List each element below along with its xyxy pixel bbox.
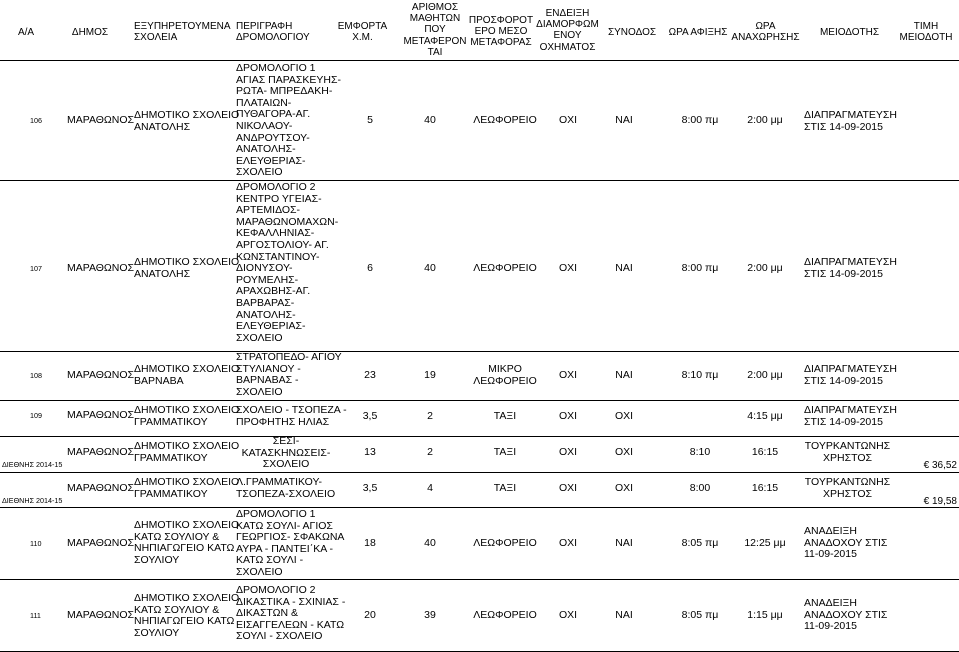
table-row-synodos: ΟΧΙ — [614, 410, 634, 422]
table-row-perigrafi: ΔΡΟΜΟΛΟΓΙΟ 1 ΑΓΙΑΣ ΠΑΡΑΣΚΕΥΗΣ- ΡΩΤΑ- ΜΠΡΕΔΑΚΗ- ΠΛΑΤΑΙΩΝ- ΠΥΘΑΓΟΡΑ-ΑΓ. ΝΙΚΟΛΑΟΥ- ΑΝΔΡΟΥΤΣΟΥ- ΑΝΑΤΟΛΗΣ- ΕΛΕΥΘΕΡΙΑΣ- ΣΧΟΛΕΙΟ — [236, 62, 341, 179]
table-row-aa: ΔΙΕΘΝΗΣ 2014-15 — [2, 460, 63, 469]
table-row-meso: ΛΕΩΦΟΡΕΙΟ — [473, 537, 537, 549]
table-row-methodos: ΑΝΑΔΕΙΞΗ ΑΝΑΔΟΧΟΥ ΣΤΙΣ 11-09-2015 — [804, 597, 888, 633]
table-row-meso: ΤΑΞΙ — [493, 482, 517, 494]
table-row-meso: ΜΙΚΡΟ ΛΕΩΦΟΡΕΙΟ — [473, 363, 537, 387]
table-row-aa: 108 — [30, 371, 42, 380]
table-row-sxoleio: ΔΗΜΟΤΙΚΟ ΣΧΟΛΕΙΟ ΚΑΤΩ ΣΟΥΛΙΟΥ & ΝΗΠΙΑΓΩΓΕΙΟ ΚΑΤΩ ΣΟΥΛΙΟΥ — [134, 519, 240, 566]
table-row-endeixi: ΟΧΙ — [558, 369, 578, 381]
table-row-aa: 109 — [30, 411, 42, 420]
table-row-anaxorisi: 16:15 — [751, 482, 779, 494]
table-row-endeixi: ΟΧΙ — [558, 114, 578, 126]
table-row-anaxorisi: 2:00 μμ — [747, 114, 783, 126]
row-separator — [0, 472, 959, 473]
table-row-synodos: ΝΑΙ — [615, 609, 633, 621]
table-row-km: 5 — [367, 114, 373, 126]
header-emforta: ΕΜΦΟΡΤΑ Χ.Μ. — [337, 21, 388, 44]
table-row-synodos: ΟΧΙ — [614, 446, 634, 458]
row-separator — [0, 60, 959, 61]
table-row-aa: ΔΙΕΘΝΗΣ 2014-15 — [2, 496, 63, 505]
table-row-anaxorisi: 12:25 μμ — [744, 537, 786, 549]
table-row-dimos: ΜΑΡΑΘΩΝΟΣ — [67, 609, 135, 621]
table-row-synodos: ΝΑΙ — [615, 369, 633, 381]
table-row-sxoleio: ΔΗΜΟΤΙΚΟ ΣΧΟΛΕΙΟ ΚΑΤΩ ΣΟΥΛΙΟΥ & ΝΗΠΙΑΓΩΓΕΙΟ ΚΑΤΩ ΣΟΥΛΙΟΥ — [134, 592, 240, 639]
row-separator — [0, 436, 959, 437]
header-dimos: ΔΗΜΟΣ — [71, 27, 109, 38]
table-row-mathites: 40 — [424, 262, 436, 274]
table-row-meso: ΛΕΩΦΟΡΕΙΟ — [473, 114, 537, 126]
table-row-timi: € 19,58 — [923, 496, 957, 507]
header-endeixi: ΕΝΔΕΙΞΗ ΔΙΑΜΟΡΦΩΜ ΕΝΟΥ ΟΧΗΜΑΤΟΣ — [536, 8, 599, 53]
header-sxoleia: ΕΞΥΠΗΡΕΤΟΥΜΕΝΑ ΣΧΟΛΕΙΑ — [134, 21, 231, 44]
table-row-dimos: ΜΑΡΑΘΩΝΟΣ — [67, 446, 135, 458]
table-row-timi: € 36,52 — [923, 460, 957, 471]
table-row-perigrafi: ΔΡΟΜΟΛΟΓΙΟ 1 ΚΑΤΩ ΣΟΥΛΙ- ΑΓΙΟΣ ΓΕΩΡΓΙΟΣ- ΣΦΑΚΩΝΑ ΑΥΡΑ - ΠΑΝΤΕΙ΄ΚΑ - ΚΑΤΩ ΣΟΥΛΙ - ΣΧΟΛΕΙΟ — [236, 508, 345, 578]
table-row-endeixi: ΟΧΙ — [558, 262, 578, 274]
table-row-sxoleio: ΔΗΜΟΤΙΚΟ ΣΧΟΛΕΙΟ ΓΡΑΜΜΑΤΙΚΟΥ — [134, 440, 240, 464]
header-synodos: ΣΥΝΟΔΟΣ — [607, 27, 657, 38]
table-row-mathites: 2 — [427, 410, 433, 422]
table-row-synodos: ΝΑΙ — [615, 262, 633, 274]
row-separator — [0, 507, 959, 508]
table-row-dimos: ΜΑΡΑΘΩΝΟΣ — [67, 409, 135, 421]
table-row-afixi: 8:00 πμ — [681, 262, 719, 274]
table-row-meso: ΛΕΩΦΟΡΕΙΟ — [473, 262, 537, 274]
table-row-perigrafi: ΔΡΟΜΟΛΟΓΙΟ 2 ΔΙΚΑΣΤΙΚΑ - ΣΧΙΝΙΑΣ - ΔΙΚΑΣΤΩΝ & ΕΙΣΑΓΓΕΛΕΩΝ - ΚΑΤΩ ΣΟΥΛΙ - ΣΧΟΛΕΙΟ — [236, 584, 346, 643]
table-row-mathites: 19 — [424, 369, 436, 381]
table-row-aa: 110 — [30, 539, 42, 548]
table-row-dimos: ΜΑΡΑΘΩΝΟΣ — [67, 482, 135, 494]
table-row-afixi: 8:05 πμ — [681, 537, 719, 549]
table-row-dimos: ΜΑΡΑΘΩΝΟΣ — [67, 114, 135, 126]
table-row-anaxorisi: 1:15 μμ — [747, 609, 783, 621]
table-row-synodos: ΝΑΙ — [615, 114, 633, 126]
header-aa: Α/Α — [17, 27, 35, 38]
table-row-afixi: 8:00 πμ — [681, 114, 719, 126]
table-row-km: 18 — [364, 537, 376, 549]
header-ora-anaxorisis: ΩΡΑ ΑΝΑΧΩΡΗΣΗΣ — [731, 21, 800, 44]
table-row-km: 23 — [364, 369, 376, 381]
header-arithmos: ΑΡΙΘΜΟΣ ΜΑΘΗΤΩΝ ΠΟΥ ΜΕΤΑΦΕΡΟΝ ΤΑΙ — [403, 2, 467, 58]
table-row-sxoleio: ΔΗΜΟΤΙΚΟ ΣΧΟΛΕΙΟ ΑΝΑΤΟΛΗΣ — [134, 256, 240, 280]
table-row-sxoleio: ΔΗΜΟΤΙΚΟ ΣΧΟΛΕΙΟ ΓΡΑΜΜΑΤΙΚΟΥ — [134, 404, 240, 428]
table-row-sxoleio: ΔΗΜΟΤΙΚΟ ΣΧΟΛΕΙΟ ΒΑΡΝΑΒΑ — [134, 363, 240, 387]
table-row-perigrafi: ΔΡΟΜΟΛΟΓΙΟ 2 ΚΕΝΤΡΟ ΥΓΕΙΑΣ- ΑΡΤΕΜΙΔΟΣ- ΜΑΡΑΘΩΝΟΜΑΧΩΝ- ΚΕΦΑΛΛΗΝΙΑΣ- ΑΡΓΟΣΤΟΛΙΟΥ- ΑΓ. ΚΩΝΣΤΑΝΤΙΝΟΥ- ΔΙΟΝΥΣΟΥ- ΡΟΥΜΕΛΗΣ- ΑΡΑΧΩΒΗΣ-ΑΓ. ΒΑΡΒΑΡΑΣ- ΑΝΑΤΟΛΗΣ- ΕΛΕΥΘΕΡΙΑΣ- ΣΧΟΛΕΙΟ — [236, 181, 339, 344]
table-row-methodos: ΔΙΑΠΡΑΓΜΑΤΕΥΣΗ ΣΤΙΣ 14-09-2015 — [804, 256, 897, 280]
row-separator — [0, 579, 959, 580]
table-row-methodos: ΔΙΑΠΡΑΓΜΑΤΕΥΣΗ ΣΤΙΣ 14-09-2015 — [804, 404, 897, 428]
table-row-afixi: 8:10 — [689, 446, 711, 458]
row-separator — [0, 351, 959, 352]
table-row-km: 13 — [364, 446, 376, 458]
table-row-endeixi: ΟΧΙ — [558, 609, 578, 621]
table-row-perigrafi: Λ.ΓΡΑΜΜΑΤΙΚΟΥ- ΤΣΟΠΕΖΑ-ΣΧΟΛΕΙΟ — [236, 476, 336, 500]
table-row-afixi: 8:10 πμ — [681, 369, 719, 381]
table-row-dimos: ΜΑΡΑΘΩΝΟΣ — [67, 537, 135, 549]
table-row-aa: 107 — [30, 264, 42, 273]
table-row-anaxorisi: 2:00 μμ — [747, 262, 783, 274]
table-row-mathites: 4 — [427, 482, 433, 494]
table-row-km: 3,5 — [362, 410, 378, 422]
table-row-dimos: ΜΑΡΑΘΩΝΟΣ — [67, 369, 135, 381]
table-row-afixi: 8:05 πμ — [681, 609, 719, 621]
table-row-endeixi: ΟΧΙ — [558, 537, 578, 549]
table-row-mathites: 40 — [424, 114, 436, 126]
table-row-aa: 106 — [30, 116, 42, 125]
table-row-perigrafi: ΣΧΟΛΕΙΟ - ΤΣΟΠΕΖΑ - ΠΡΟΦΗΤΗΣ ΗΛΙΑΣ — [236, 404, 347, 428]
table-row-meso: ΤΑΞΙ — [493, 446, 517, 458]
table-row-meso: ΛΕΩΦΟΡΕΙΟ — [473, 609, 537, 621]
row-separator — [0, 180, 959, 181]
table-row-sxoleio: ΔΗΜΟΤΙΚΟ ΣΧΟΛΕΙΟ ΓΡΑΜΜΑΤΙΚΟΥ — [134, 476, 240, 500]
header-methodos: ΜΕΙΟΔΟΤΗΣ — [819, 27, 880, 38]
table-row-endeixi: ΟΧΙ — [558, 446, 578, 458]
table-row-sxoleio: ΔΗΜΟΤΙΚΟ ΣΧΟΛΕΙΟ ΑΝΑΤΟΛΗΣ — [134, 109, 240, 133]
table-row-methodos: ΔΙΑΠΡΑΓΜΑΤΕΥΣΗ ΣΤΙΣ 14-09-2015 — [804, 363, 897, 387]
table-row-meso: ΤΑΞΙ — [493, 410, 517, 422]
table-row-methodos: ΔΙΑΠΡΑΓΜΑΤΕΥΣΗ ΣΤΙΣ 14-09-2015 — [804, 109, 897, 133]
table-row-afixi: 8:00 — [689, 482, 711, 494]
header-ora-afixis: ΩΡΑ ΑΦΙΞΗΣ — [668, 27, 728, 38]
table-row-km: 20 — [364, 609, 376, 621]
table-row-anaxorisi: 2:00 μμ — [747, 369, 783, 381]
table-row-synodos: ΟΧΙ — [614, 482, 634, 494]
table-row-mathites: 39 — [424, 609, 436, 621]
table-row-km: 3,5 — [362, 482, 378, 494]
header-perigrafi: ΠΕΡΙΓΡΑΦΗ ΔΡΟΜΟΛΟΓΙΟΥ — [236, 21, 310, 44]
table-row-mathites: 2 — [427, 446, 433, 458]
table-row-km: 6 — [367, 262, 373, 274]
header-prosfora: ΠΡΟΣΦΟΡΟΤ ΕΡΟ ΜΕΣΟ ΜΕΤΑΦΟΡΑΣ — [468, 15, 534, 49]
table-row-perigrafi: ΣΕΣΙ- ΚΑΤΑΣΚΗΝΩΣΕΙΣ- ΣΧΟΛΕΙΟ — [241, 435, 331, 471]
row-separator — [0, 400, 959, 401]
table-row-endeixi: ΟΧΙ — [558, 482, 578, 494]
table-row-anaxorisi: 4:15 μμ — [747, 410, 783, 422]
table-row-perigrafi: ΣΤΡΑΤΟΠΕΔΟ- ΑΓΙΟΥ ΣΤΥΛΙΑΝΟΥ - ΒΑΡΝΑΒΑΣ - ΣΧΟΛΕΙΟ — [236, 351, 342, 398]
table-row-synodos: ΝΑΙ — [615, 537, 633, 549]
table-row-methodos: ΤΟΥΡΚΑΝΤΩΝΗΣ ΧΡΗΣΤΟΣ — [804, 476, 891, 500]
table-row-anaxorisi: 16:15 — [751, 446, 779, 458]
table-row-endeixi: ΟΧΙ — [558, 410, 578, 422]
table-row-dimos: ΜΑΡΑΘΩΝΟΣ — [67, 262, 135, 274]
table-row-aa: 111 — [30, 611, 41, 620]
table-row-mathites: 40 — [424, 537, 436, 549]
table-row-methodos: ΑΝΑΔΕΙΞΗ ΑΝΑΔΟΧΟΥ ΣΤΙΣ 11-09-2015 — [804, 525, 888, 561]
table-row-methodos: ΤΟΥΡΚΑΝΤΩΝΗΣ ΧΡΗΣΤΟΣ — [804, 440, 891, 464]
header-timi: ΤΙΜΗ ΜΕΙΟΔΟΤΗ — [899, 21, 953, 44]
